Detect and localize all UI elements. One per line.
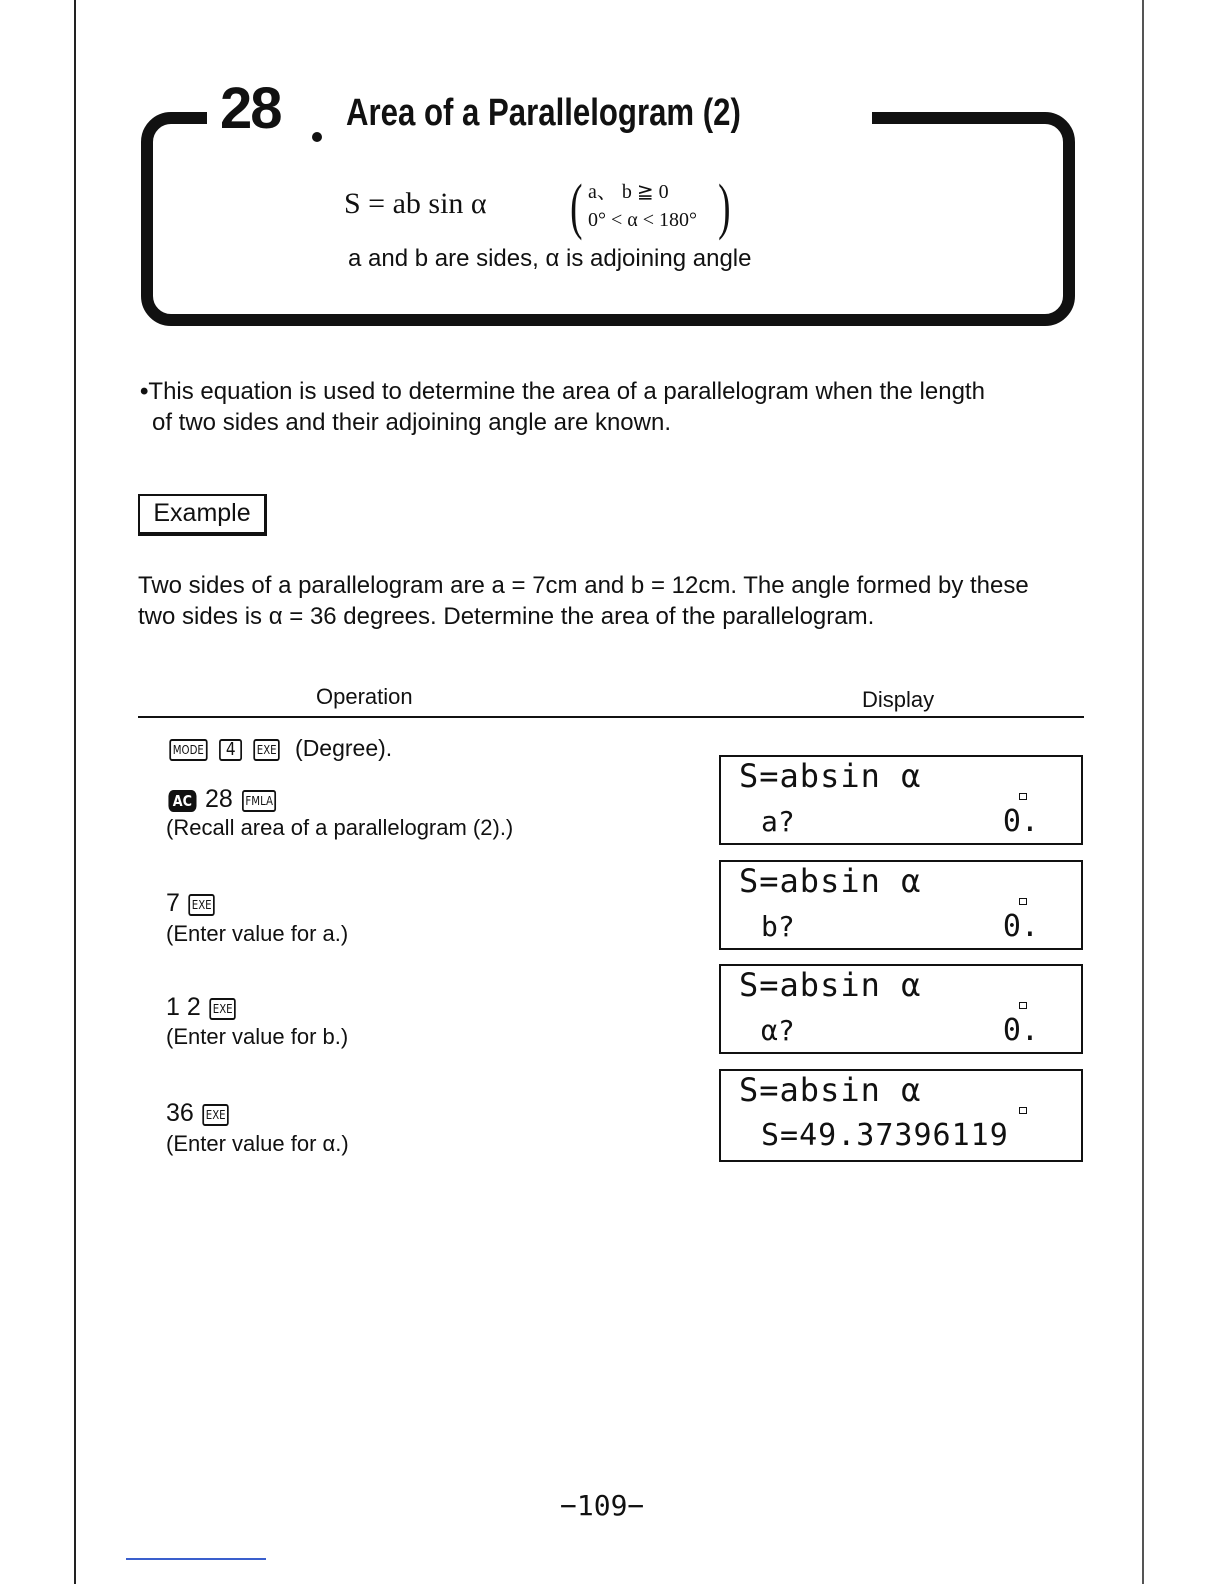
lcd-prompt: α? [761,1014,795,1047]
step-5 [166,1098,232,1128]
area-formula: S = ab sin α [344,187,487,220]
footer-line [126,1558,266,1560]
step-5-note: (Enter value for α.) [166,1131,349,1156]
ac-key: AC [168,790,196,812]
step-2 [166,784,280,814]
intro-line-1: This equation is used to determine the area of a parallelogram when the length [148,378,985,405]
table-rule [138,716,1084,718]
fmla-key: FMLA [242,790,276,812]
page-edge-right [1142,0,1144,1584]
intro-paragraph [140,376,1090,438]
lcd-value: 0. [1002,909,1039,944]
lcd-result: S=49.37396119 [761,1118,1009,1153]
example-problem [138,570,1098,632]
key-4: 4 [219,739,242,761]
step-4-number: 1 2 [166,993,201,1021]
step-4-note: (Enter value for b.) [166,1024,349,1049]
condition-sides: a、 b ≧ 0 [588,181,669,203]
exe-key: EXE [189,894,216,916]
display-column-header: Display [862,687,935,712]
lcd-formula: S=absin α [739,862,922,900]
step-1-text: (Degree). [295,735,393,761]
degree-indicator-icon [1019,898,1027,905]
condition-angle: 0° < α < 180° [588,209,698,231]
mode-key: MODE [169,739,207,761]
step-2-note: (Recall area of a parallelogram (2).) [166,815,514,840]
lcd-formula: S=absin α [739,1071,922,1109]
bullet: • [140,378,149,405]
lcd-display-1 [719,755,1083,845]
exe-key: EXE [210,998,237,1020]
operation-column-header: Operation [316,684,413,709]
step-4 [166,992,239,1022]
exe-key: EXE [253,739,280,761]
example-label: Example [138,494,267,536]
degree-indicator-icon [1019,1107,1027,1114]
step-3-note: (Enter value for a.) [166,921,349,946]
step-2-number: 28 [205,785,233,813]
intro-line-2: of two sides and their adjoining angle are known. [152,409,671,436]
lcd-prompt: a? [761,805,795,838]
lcd-formula: S=absin α [739,757,922,795]
problem-line-2: two sides is α = 36 degrees. Determine the area of the parallelogram. [138,603,875,630]
step-3 [166,888,218,918]
problem-line-1: Two sides of a parallelogram are a = 7cm and b = 12cm. The angle formed by these [138,572,1029,599]
lcd-display-4 [719,1069,1083,1162]
section-title: Area of a Parallelogram (2) [346,92,741,134]
lcd-display-3 [719,964,1083,1054]
step-1 [166,733,392,763]
lcd-prompt: b? [761,910,795,943]
formula-description: a and b are sides, α is adjoining angle [348,245,752,272]
lcd-value: 0. [1002,804,1039,839]
page-edge-left [74,0,76,1584]
step-3-number: 7 [166,889,180,917]
section-number: 28 [220,76,281,141]
exe-key: EXE [203,1104,230,1126]
formula-conditions: ( a、 b ≧ 0 0° < α < 180° ) [570,173,731,241]
page-number: −109− [560,1489,645,1522]
section-number-dot [312,132,322,142]
lcd-value: 0. [1002,1013,1039,1048]
step-5-number: 36 [166,1099,194,1127]
degree-indicator-icon [1019,1002,1027,1009]
lcd-display-2 [719,860,1083,950]
lcd-formula: S=absin α [739,966,922,1004]
degree-indicator-icon [1019,793,1027,800]
